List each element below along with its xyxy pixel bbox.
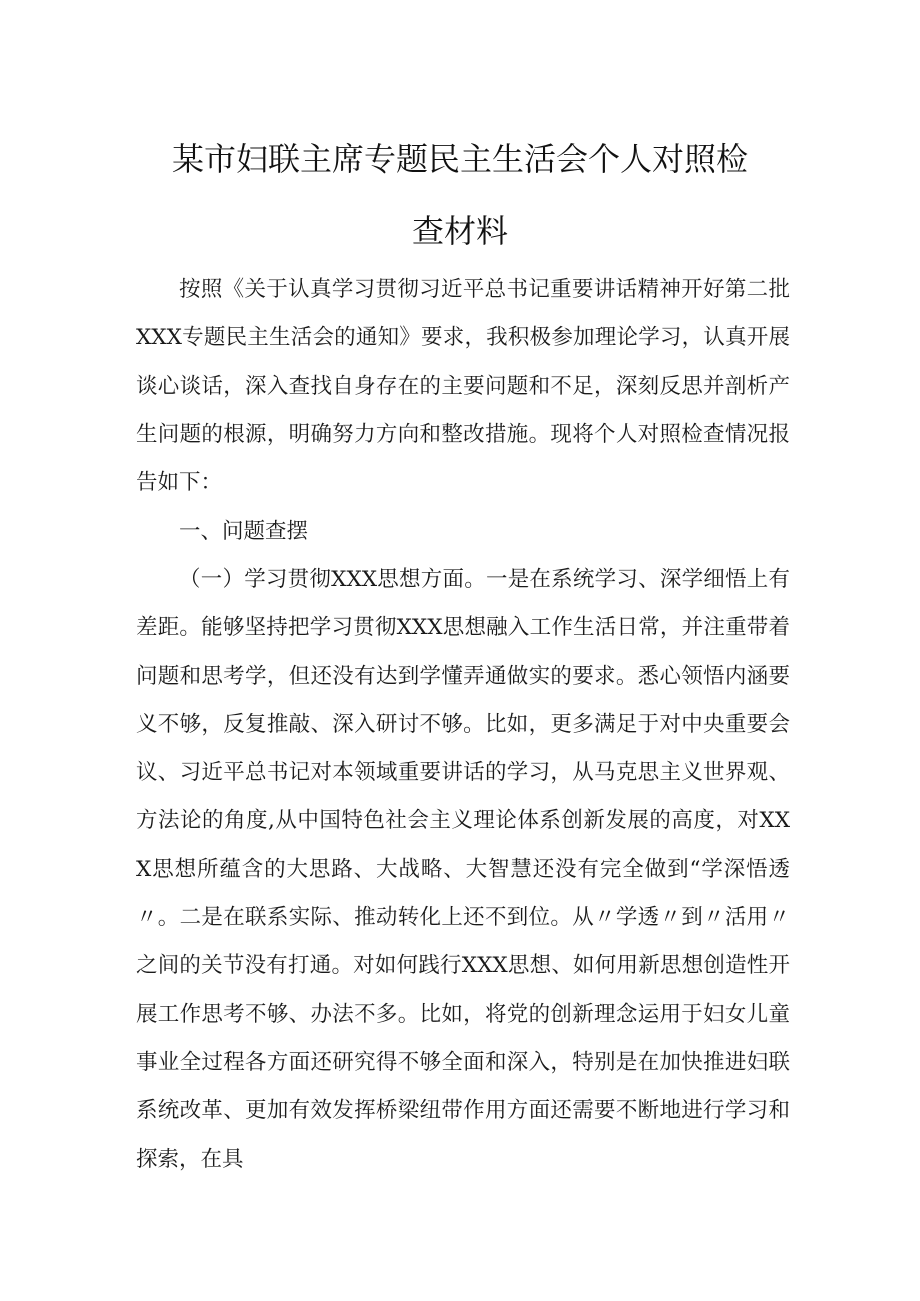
intro-paragraph-text: 按照《关于认真学习贯彻习近平总书记重要讲话精神开好第二批XXX专题民主生活会的通知》要求，我积极参加理论学习，认真开展谈心谈话，深入查找自身存在的主要问题和不足，深刻反思并剖析产生问题的根源，明确努力方向和整改措施。现将个人对照检查情况报告如下： <box>136 277 790 496</box>
section-heading <box>136 508 790 556</box>
section-heading-text: 一、问题查摆 <box>179 519 309 544</box>
section-paragraph <box>136 556 790 1184</box>
intro-paragraph <box>136 266 790 507</box>
document-title-line-1: 某市妇联主席专题民主生活会个人对照检 <box>171 140 748 178</box>
section-paragraph-text: （一）学习贯彻XXX思想方面。一是在系统学习、深学细悟上有差距。能够坚持把学习贯彻XXX思想融入工作生活日常，并注重带着问题和思考学，但还没有达到学懂弄通做实的要求。悉心领悟内涵要义不够，反复推敲、深入研讨不够。比如，更多满足于对中央重要会议、习近平总书记对本领域重要讲话的学习，从马克思主义世界观、方法论的角度,从中国特色社会主义理论体系创新发展的高度，对XXX思想所蕴含的大思路、大战略、大智慧还没有完全做到“学深悟透〃。二是在联系实际、推动转化上还不到位。从〃学透〃到〃活用〃之间的关节没有打通。对如何践行XXX思想、如何用新思想创造性开展工作思考不够、办法不多。比如，将党的创新理念运用于妇女儿童事业全过程各方面还研究得不够全面和深入，特别是在加快推进妇联系统改革、更加有效发挥桥梁纽带作用方面还需要不断地进行学习和探索，在具 <box>136 567 790 1172</box>
document-title-line-2: 查材料 <box>411 212 508 250</box>
